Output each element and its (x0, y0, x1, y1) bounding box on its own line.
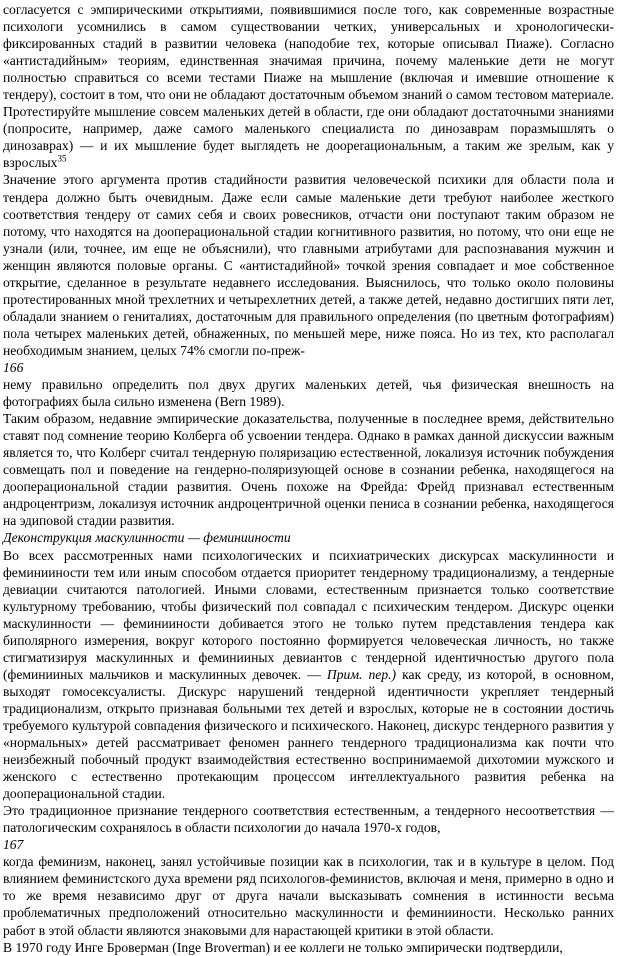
paragraph-3: нему правильно определить пол двух других маленьких детей, чья физическая внешность на фотографиях была сильно изменена (Bern 1989). (3, 377, 614, 410)
paragraph-2: Значение этого аргумента против стадийности развития человеческой психики для области пола и тендера должно быть очевидным. Даже если самые маленькие дети требуют наиболее жесткого соответствия тендеру от самих себя и своих ровесников, отчасти они поступают таким образом не потому, что находятся на дооперациональной стадии когнитивного развития, но потому, что они еще не узнали (или, точнее, им еще не объяснили), что главными атрибутами для распознавания мужчин и женщин являются половые органы. С «антистадийной» точкой зрения совпадает и мое собственное открытие, сделанное в результате недавнего исследования. Выяснилось, что только около половины протестированных мной трехлетних и четырехлетних детей, а также детей, недавно достигших пяти лет, обладали знанием о гениталиях, достаточным для правильного определения (по цветным фотографиям) пола четырех маленьких детей, обнаженных, по меньшей мере, ниже пояса. Но из тех, кто располагал необходимым знанием, целых 74% смогли по-преж- (3, 172, 614, 358)
page-number-167: 167 (3, 837, 24, 853)
section-heading: Деконструкция маскулинности — феминииности (3, 530, 291, 546)
paragraph-8: В 1970 году Инге Броверман (Inge Broverman) и ее коллеги не только эмпирически подтвердили, (3, 939, 563, 955)
footnote-ref-35[interactable]: 35 (57, 153, 67, 164)
paragraph-5-text: Во всех рассмотренных нами психологических и психиатрических дискурсах маскулинности и феминииности тем или иным способом отдается приоритет тендерному традиционализму, а тендерные девиации считаются патологией. Иными словами, естественным признается только соответствие культурному требованию, чтобы физический пол совпадал с психическим тендером. Дискурс оценки маскулинности — феминииности добивается этого не только путем представления тендера как биполярного измерения, вокруг которого постоянно формируется человеческая личность, но также стигматизируя маскулинных и феминииных девиантов с тендерной идентичностью другого пола (феминииных мальчиков и маскулинных девочек. — (3, 547, 614, 682)
paragraph-1-text: согласуется с эмпирическими открытиями, появившимися после того, как современные возрастные психологи усомнились в самом существовании четких, универсальных и хронологически-фиксированных стадий в развитии человека (наподобие тех, которые описывал Пиаже). Согласно «антистадийным» теориям, единственная значимая причина, почему маленькие дети не могут полностью справиться со всеми тестами Пиаже на мышление (включая и имевшие отношение к тендеру), состоит в том, что они не обладают достаточным объемом знаний о самом тестовом материале. Протестируйте мышление совсем маленьких детей в области, где они обладают достаточными знаниями (попросите, например, даже самого маленького специалиста по динозаврам поразмышлять о динозаврах) — и их мышление будет выглядеть не доoperационaльным, а таким же зрелым, как у взрослых (3, 2, 614, 171)
paragraph-6: Это традиционное признание тендерного соответствия естественным, а тендерного несоответствия — патологическим сохранялось в области психологии до начала 1970-х годов, (3, 803, 614, 836)
paragraph-5 (3, 547, 614, 803)
paragraph-5-tail: как среду, из которой, в основном, выходят гомосексуалисты. Дискурс нарушений тендерной идентичности укрепляет тендерный традиционализм, открыто признавая больными тех детей и взрослых, которые не в состоянии достичь требуемого культурой совпадения физического и психического. Наконец, дискурс тендерного развития у «нормальных» детей рассматривает феномен раннего тендерного традиционализма как почти что неизбежный побочный продукт взаимодействия естественно воспринимаемой дихотомии мужского и женского с естественно протекающим процессом интеллектуального развития ребенка на дооперациональной стадии. (3, 666, 614, 802)
paragraph-4: Таким образом, недавние эмпирические доказательства, полученные в последнее время, действительно ставят под сомнение теорию Колберга об усвоении тендера. Однако в рамках данной дискуссии важным является то, что Колберг считал тендерную поляризацию естественной, локализуя источник побуждения совмещать пол и поведение на гендерно-поляризующей основе в сознании ребенка, находящегося на дооперациональной стадии развития. Очень похоже на Фрейда: Фрейд признавал естественным андроцентризм, локализуя источник андроцентричной оценки пениса в сознании ребенка, находящегося на эдиповой стадии развития. (3, 411, 614, 529)
page-number-166: 166 (3, 359, 24, 375)
paragraph-1 (3, 1, 614, 171)
translator-note: Прим. пер.) (326, 666, 397, 682)
paragraph-7: когда феминизм, наконец, занял устойчивые позиции как в психологии, так и в культуре в целом. Под влиянием феминистского духа времени ряд психологов-феминистов, включая и меня, примерно в одно и то же время независимо друг от друга начали высказывать сомнения в истинности весьма проблематичных предположений относительно маскулинности и феминииности. Несколько ранних работ в этой области являются знаковыми для нарастающей критики в этой области. (3, 854, 614, 938)
